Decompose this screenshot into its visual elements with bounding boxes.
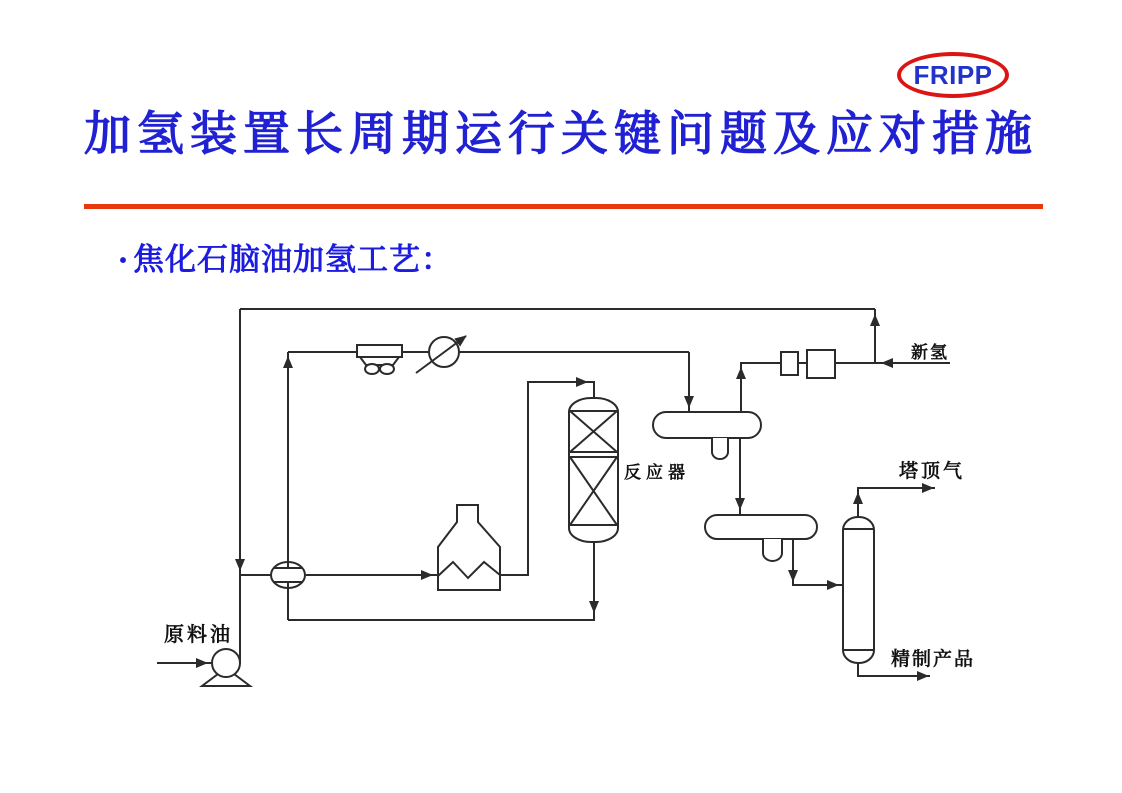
pipe-cold-sep-liquid — [793, 539, 843, 585]
hot-separator — [653, 412, 761, 438]
label-refined-product: 精制产品 — [891, 649, 976, 670]
fripp-logo-text: FRIPP — [913, 59, 993, 90]
pipe-recycle-gas — [741, 363, 950, 412]
air-cooler-body — [357, 345, 402, 357]
cold-separator — [705, 515, 817, 539]
stabilizer-column — [843, 517, 874, 663]
label-feed-oil: 原料油 — [164, 624, 233, 646]
compressor-stage-2 — [807, 350, 835, 378]
pipe-column-overhead — [858, 488, 935, 517]
air-cooler-fan-left — [365, 364, 379, 374]
hot-separator-boot — [712, 438, 728, 459]
bullet-marker: · — [117, 240, 130, 280]
bullet-text: 焦化石脑油加氢工艺： — [133, 242, 454, 277]
label-reactor: 反应器 — [624, 463, 690, 482]
air-cooler-skirt — [360, 357, 399, 365]
cold-separator-boot — [763, 539, 782, 561]
air-cooler-fan-right — [380, 364, 394, 374]
feed-pump — [212, 649, 240, 677]
label-fresh-hydrogen: 新氢 — [911, 343, 949, 362]
reactor — [569, 398, 618, 542]
compressor-stage-1 — [781, 352, 798, 375]
label-tower-top-gas: 塔顶气 — [899, 461, 966, 482]
slide-title: 加氢装置长周期运行关键问题及应对措施 — [84, 109, 1038, 161]
